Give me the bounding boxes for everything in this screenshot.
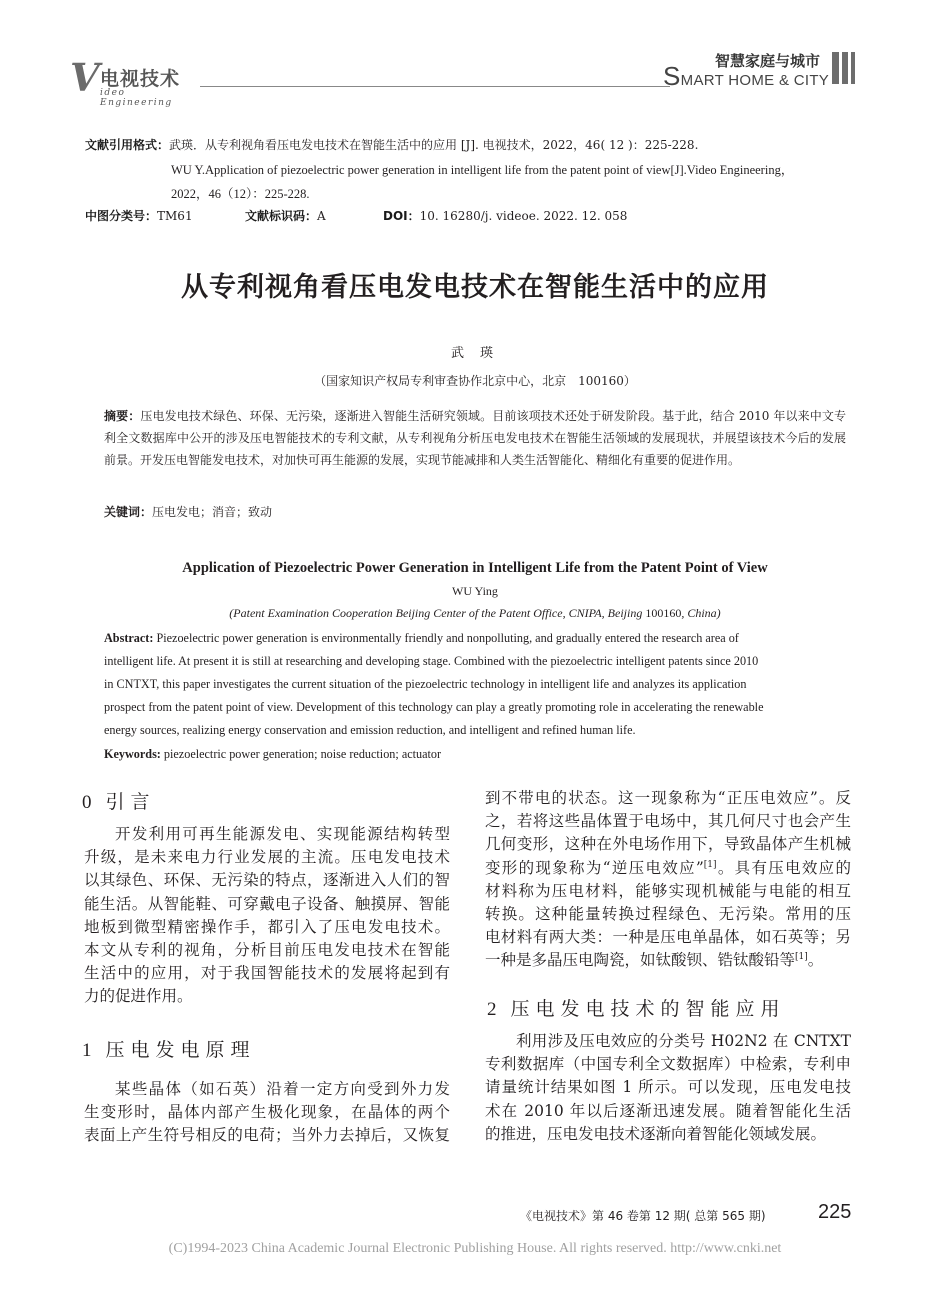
page-number: 225 — [818, 1201, 852, 1223]
english-abstract-line: intelligent life. At present it is still at researching and developing stage. Combined with the piezoelectric intelligent patents since 2010 — [104, 654, 759, 668]
abstract-cn-text: 压电发电技术绿色、环保、无污染，逐渐进入智能生活研究领域。目前该项技术还处于研发阶段。基于此，结合 2010 年以来中文专利全文数据库中公开的涉及压电智能技术的专利文献，从专利视角分析压电发电技术在智能生活领域的发展现状，并展望该技术今后的发展前景。开发压电智能发电技术，对加快可再生能源的发展，实现节能减排和人类生活智能化、精细化有重要的促进作用。 — [104, 409, 846, 467]
keywords-cn-label: 关键词： — [104, 505, 153, 519]
citation-en-line1: WU Y.Application of piezoelectric power generation in intelligent life from the patent point of view[J].Video Engineering， — [171, 163, 794, 177]
logo-english-name: ideo Engineering — [100, 88, 173, 108]
english-abstract-line: Abstract: Piezoelectric power generation is environmentally friendly and nonpolluting, and gradually entered the research area of — [104, 631, 739, 645]
paper-title: 从专利视角看压电发电技术在智能生活中的应用 — [181, 272, 769, 303]
keywords-cn — [104, 501, 272, 523]
citation-label: 文献引用格式： — [85, 138, 170, 152]
english-abstract-line: in CNTXT, this paper investigates the current situation of the piezoelectric technology in intelligent life and analyzes its application — [104, 677, 747, 691]
doc-code-label: 文献标识码： — [245, 209, 318, 223]
english-title: Application of Piezoelectric Power Generation in Intelligent Life from the Patent Point of View — [182, 560, 768, 576]
copyright-watermark: (C)1994-2023 China Academic Journal Electronic Publishing House. All rights reserved. http://www.cnki.net — [168, 1241, 782, 1256]
citation-ref[interactable]: [1] — [703, 859, 717, 870]
journal-footer: 《电视技术》第 46 卷第 12 期( 总第 565 期) — [520, 1209, 766, 1223]
keywords-cn-text: 压电发电；消音；致动 — [152, 505, 273, 519]
logo-v-letter: V — [70, 55, 100, 100]
paper-affiliation: （国家知识产权局专利审查协作北京中心，北京 100160） — [314, 374, 636, 388]
line-with-citation: 变形的现象称为“逆压电效应”[1]。具有压电效应的 — [485, 858, 851, 877]
doc-code-row — [245, 206, 326, 226]
paper-author: 武瑛 — [450, 346, 509, 361]
doc-code-value: A — [317, 209, 326, 223]
clc-value: TM61 — [157, 209, 193, 223]
logo-chinese-name: 电视技术 — [100, 68, 181, 90]
citation-cn-text: 武瑛．从专利视角看压电发电技术在智能生活中的应用 [J]. 电视技术，2022，46( 12 )：225-228. — [169, 138, 699, 152]
citation-cn — [85, 135, 698, 155]
english-affiliation: (Patent Examination Cooperation Beijing Center of the Patent Office, CNIPA, Beijing 100160, China) — [229, 606, 721, 620]
english-keywords-label: Keywords: — [104, 747, 161, 761]
doi-label: DOI： — [383, 209, 420, 223]
section-2-body: 利用涉及压电效应的分类号 H02N2 在 CNTXT 专利数据库（中国专利全文数据库）中检索，专利申 请量统计结果如图 1 所示。可以发现，压电发电技 术在 2010 年以后逐渐迅速发展。随着智能化生活 的推进，压电发电技术逐渐向着智能化领域发展。 — [485, 1032, 851, 1143]
doi-row — [383, 206, 627, 226]
header-rule — [200, 86, 670, 87]
section-heading-1: 1 压电发电原理 — [82, 1039, 256, 1061]
english-abstract-line: prospect from the patent point of view. Development of this technology can play a greatly promoting role in accelerating the renewable — [104, 700, 764, 714]
journal-logo — [70, 55, 200, 108]
abstract-cn — [104, 405, 846, 471]
section-heading-2: 2 压电发电技术的智能应用 — [487, 998, 786, 1020]
page-header — [0, 0, 950, 110]
classification-row — [85, 206, 193, 226]
column-name-en-rest: MART HOME & CITY — [680, 72, 830, 89]
english-abstract-label: Abstract: — [104, 631, 154, 645]
english-author: WU Ying — [452, 584, 498, 598]
section-heading-0: 0 引言 — [82, 791, 156, 813]
column-name-en-initial: S — [663, 61, 681, 91]
section-1-body-continued: 到不带电的状态。这一现象称为“正压电效应”。反 之，若将这些晶体置于电场中，其几何尺寸也会产生 几何变形，这种在外电场作用下，导致晶体产生机械 变形的现象称为“逆压电效应”[1]。具有压电效应的 材料称为压电材料，能够实现机械能与电能的相互 转换。这种能量转换过程绿色、无污染。常用的压 电材料有两大类：一种是压电单晶体，如石英等；另 一种是多晶压电陶瓷，如钛酸钡、锆钛酸铅等[1]。 — [485, 787, 851, 973]
doi-value: 10. 16280/j. videoe. 2022. 12. 058 — [419, 209, 628, 223]
section-0-body: 开发利用可再生能源发电、实现能源结构转型 升级，是未来电力行业发展的主流。压电发电技术 以其绿色、环保、无污染的特点，逐渐进入人们的智 能生活。从智能鞋、可穿戴电子设备、触摸屏、智能 地板到微型精密操作手，都引入了压电发电技术。 本文从专利的视角，分析目前压电发电技术在智能 生活中的应用，对于我国智能技术的发展将起到有 力的促进作用。 — [84, 825, 450, 1006]
line-with-citation: 一种是多晶压电陶瓷，如钛酸钡、锆钛酸铅等[1]。 — [485, 951, 824, 970]
citation-ref[interactable]: [1] — [795, 952, 808, 963]
english-abstract-line: energy sources, realizing energy conservation and emission reduction, and intelligent and refined human life. — [104, 723, 636, 737]
section-1-body: 某些晶体（如石英）沿着一定方向受到外力发 生变形时，晶体内部产生极化现象，在晶体的两个 表面上产生符号相反的电荷；当外力去掉后，又恢复 — [84, 1080, 450, 1145]
clc-label: 中图分类号： — [85, 209, 158, 223]
abstract-cn-label: 摘要： — [104, 409, 141, 423]
english-keywords: Keywords: piezoelectric power generation; noise reduction; actuator — [104, 747, 442, 761]
column-name-cn: 智慧家庭与城市 — [714, 52, 820, 70]
citation-en-line2: 2022，46（12）：225-228. — [171, 187, 310, 201]
